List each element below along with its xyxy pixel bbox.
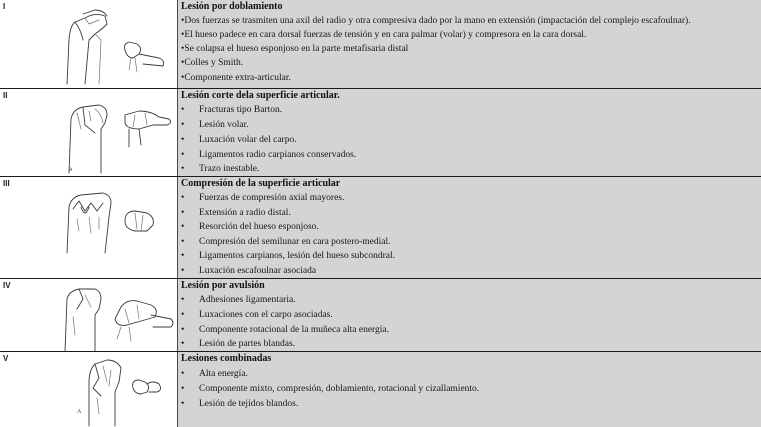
list-item-text: Fracturas tipo Barton.	[199, 105, 283, 115]
combined-fracture-illustration	[55, 352, 179, 427]
row-title: Compresión de la superficie articular	[181, 178, 341, 189]
bullet: •	[181, 237, 185, 247]
bullet: •	[181, 58, 185, 68]
table-row-v	[0, 351, 761, 427]
figure-label: A	[69, 168, 73, 173]
list-item-text: Lesión de partes blandas.	[199, 339, 296, 349]
shear-fracture-illustration	[55, 89, 179, 177]
bullet: •	[181, 120, 185, 130]
compression-fracture-illustration	[55, 177, 179, 279]
bullet: •	[181, 135, 185, 145]
row-description-cell	[177, 0, 761, 88]
list-item-text: Extensión a radio distal.	[199, 208, 291, 218]
bullet: •	[181, 325, 185, 335]
bullet: •	[181, 150, 185, 160]
bullet: •	[181, 208, 185, 218]
table-row-i	[0, 0, 761, 88]
bullet: •	[181, 310, 185, 320]
row-title: Lesiones combinadas	[181, 353, 272, 364]
row-numeral-cell	[0, 89, 54, 177]
list-item-text: Luxación volar del carpo.	[199, 135, 297, 145]
row-numeral: IV	[3, 281, 11, 290]
bullet: •	[181, 16, 185, 26]
list-item-text: Luxaciones con el carpo asociadas.	[199, 310, 333, 320]
bullet: •	[181, 384, 185, 394]
bullet: •	[181, 73, 185, 83]
bullet: •	[181, 222, 185, 232]
list-item-text: Ligamentos radio carpianos conservados.	[199, 150, 357, 160]
list-item-text: Se colapsa el hueso esponjoso en la parte metafisaria distal	[184, 44, 409, 54]
list-item-text: Compresión del semilunar en cara postero-medial.	[199, 237, 391, 247]
row-numeral: II	[3, 91, 8, 100]
avulsion-fracture-illustration	[55, 279, 179, 352]
list-item-text: El hueso padece en cara dorsal fuerzas de tensión y en cara palmar (volar) y compresora en la cara dorsal.	[184, 30, 587, 40]
row-numeral-cell	[0, 279, 54, 352]
row-numeral-cell	[0, 352, 54, 427]
bullet: •	[181, 369, 185, 379]
bending-fracture-illustration	[55, 0, 179, 88]
list-item-text: Fuerzas de compresión axial mayores.	[199, 193, 345, 203]
list-item-text: Lesión de tejidos blandos.	[199, 399, 299, 409]
row-description-cell	[177, 177, 761, 279]
bullet: •	[181, 251, 185, 261]
row-title: Lesión por doblamiento	[181, 1, 283, 12]
row-illustration-cell	[54, 0, 179, 88]
table-row-iii	[0, 176, 761, 279]
row-numeral: III	[3, 179, 10, 188]
row-title: Lesión corte dela superficie articular.	[181, 90, 340, 101]
row-description-cell	[177, 279, 761, 352]
bullet: •	[181, 266, 185, 276]
bullet: •	[181, 30, 185, 40]
row-illustration-cell	[54, 177, 179, 279]
list-item	[181, 30, 586, 40]
list-item	[181, 73, 291, 83]
list-item-text: Luxación escafoulnar asociada	[199, 266, 317, 276]
bullet: •	[181, 399, 185, 409]
list-item	[181, 16, 691, 26]
list-item-text: Ligamentos carpianos, lesión del hueso subcondral.	[199, 251, 396, 261]
list-item-text: Componente mixto, compresión, doblamiento, rotacional y cizallamiento.	[199, 384, 480, 394]
bullet: •	[181, 339, 185, 349]
row-illustration-cell	[54, 89, 179, 177]
list-item	[181, 58, 243, 68]
row-illustration-cell	[54, 279, 179, 352]
row-numeral: I	[3, 2, 6, 11]
table-row-ii	[0, 88, 761, 177]
row-numeral-cell	[0, 0, 54, 88]
bullet: •	[181, 193, 185, 203]
bullet: •	[181, 105, 185, 115]
list-item-text: Adhesiones ligamentaria.	[199, 295, 296, 305]
figure-label: A	[77, 409, 82, 415]
list-item-text: Trazo inestable.	[199, 164, 260, 174]
list-item-text: Colles y Smith.	[184, 58, 244, 68]
row-illustration-cell	[54, 352, 179, 427]
row-description-cell	[177, 89, 761, 177]
list-item-text: Alta energía.	[199, 369, 248, 379]
list-item	[181, 44, 408, 54]
row-title: Lesión por avulsión	[181, 280, 265, 291]
bullet: •	[181, 44, 185, 54]
list-item-text: Resorción del hueso esponjoso.	[199, 222, 319, 232]
list-item-text: Componente rotacional de la muñeca alta energía.	[199, 325, 390, 335]
row-numeral-cell	[0, 177, 54, 279]
list-item-text: Lesión volar.	[199, 120, 249, 130]
bullet: •	[181, 295, 185, 305]
list-item-text: Dos fuerzas se trasmiten una axil del radio y otra compresiva dado por la mano en extensión (impactación del complejo escafoulnar).	[184, 16, 691, 26]
row-numeral: V	[3, 354, 9, 363]
row-description-cell	[177, 352, 761, 427]
list-item-text: Componente extra-articular.	[184, 73, 291, 83]
table-row-iv	[0, 278, 761, 352]
bullet: •	[181, 164, 185, 174]
